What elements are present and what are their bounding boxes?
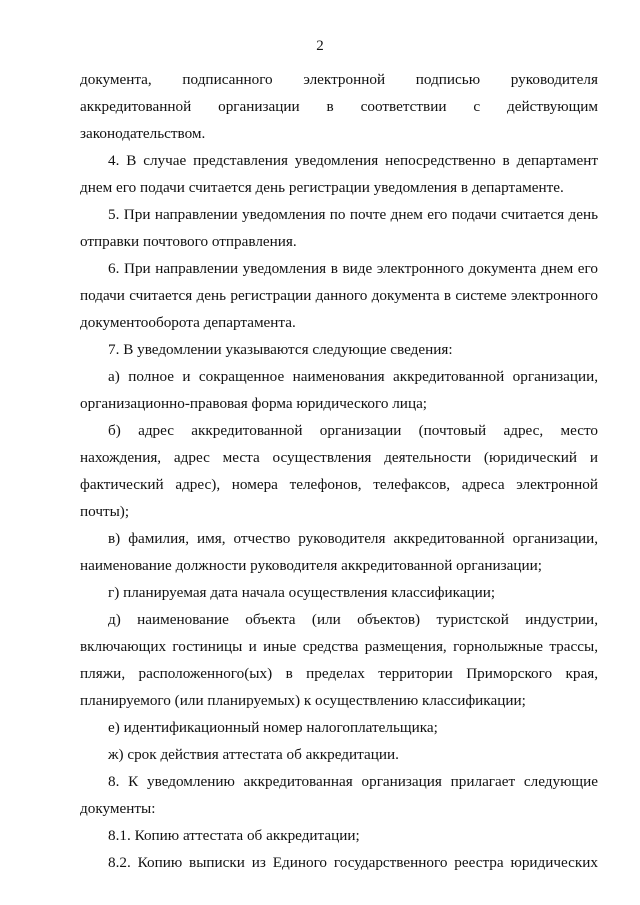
paragraph-item-7zh: ж) срок действия аттестата об аккредитации. — [108, 746, 399, 763]
page-number: 2 — [316, 38, 324, 54]
paragraph-item-7e: е) идентификационный номер налогоплательщика; — [108, 719, 438, 736]
paragraph-item-8: 8. К уведомлению аккредитованная организация прилагает следующие документы: — [80, 773, 598, 817]
paragraph-item-7g: г) планируемая дата начала осуществления классификации; — [108, 584, 496, 601]
paragraph-item-7b: б) адрес аккредитованной организации (почтовый адрес, место нахождения, адрес места осуществления деятельности (юридический и фактический адрес), номера телефонов, телефаксов, адреса электронной почты); — [80, 422, 598, 520]
paragraph-item-6: 6. При направлении уведомления в виде электронного документа днем его подачи считается день регистрации данного документа в системе электронного документооборота департамента. — [80, 260, 598, 331]
paragraph-item-8-2: 8.2. Копию выписки из Единого государственного реестра юридических — [108, 854, 598, 871]
paragraph-item-7a: а) полное и сокращенное наименования аккредитованной организации, организационно-правовая форма юридического лица; — [80, 368, 598, 412]
paragraph-continuation: документа, подписанного электронной подписью руководителя аккредитованной организации в соответствии с действующим законодательством. — [80, 71, 598, 142]
document-body — [80, 66, 598, 876]
paragraph-item-7: 7. В уведомлении указываются следующие сведения: — [108, 341, 453, 358]
paragraph-item-7v: в) фамилия, имя, отчество руководителя аккредитованной организации, наименование должности руководителя аккредитованной организации; — [80, 530, 598, 574]
paragraph-item-8-1: 8.1. Копию аттестата об аккредитации; — [108, 827, 360, 844]
paragraph-item-4: 4. В случае представления уведомления непосредственно в департамент днем его подачи считается день регистрации уведомления в департаменте. — [80, 152, 598, 196]
paragraph-item-7d: д) наименование объекта (или объектов) туристской индустрии, включающих гостиницы и иные средства размещения, горнолыжные трассы, пляжи, расположенного(ых) в пределах территории Приморского края, планируемого (или планируемых) к осуществлению классификации; — [80, 611, 598, 709]
paragraph-item-5: 5. При направлении уведомления по почте днем его подачи считается день отправки почтового отправления. — [80, 206, 598, 250]
